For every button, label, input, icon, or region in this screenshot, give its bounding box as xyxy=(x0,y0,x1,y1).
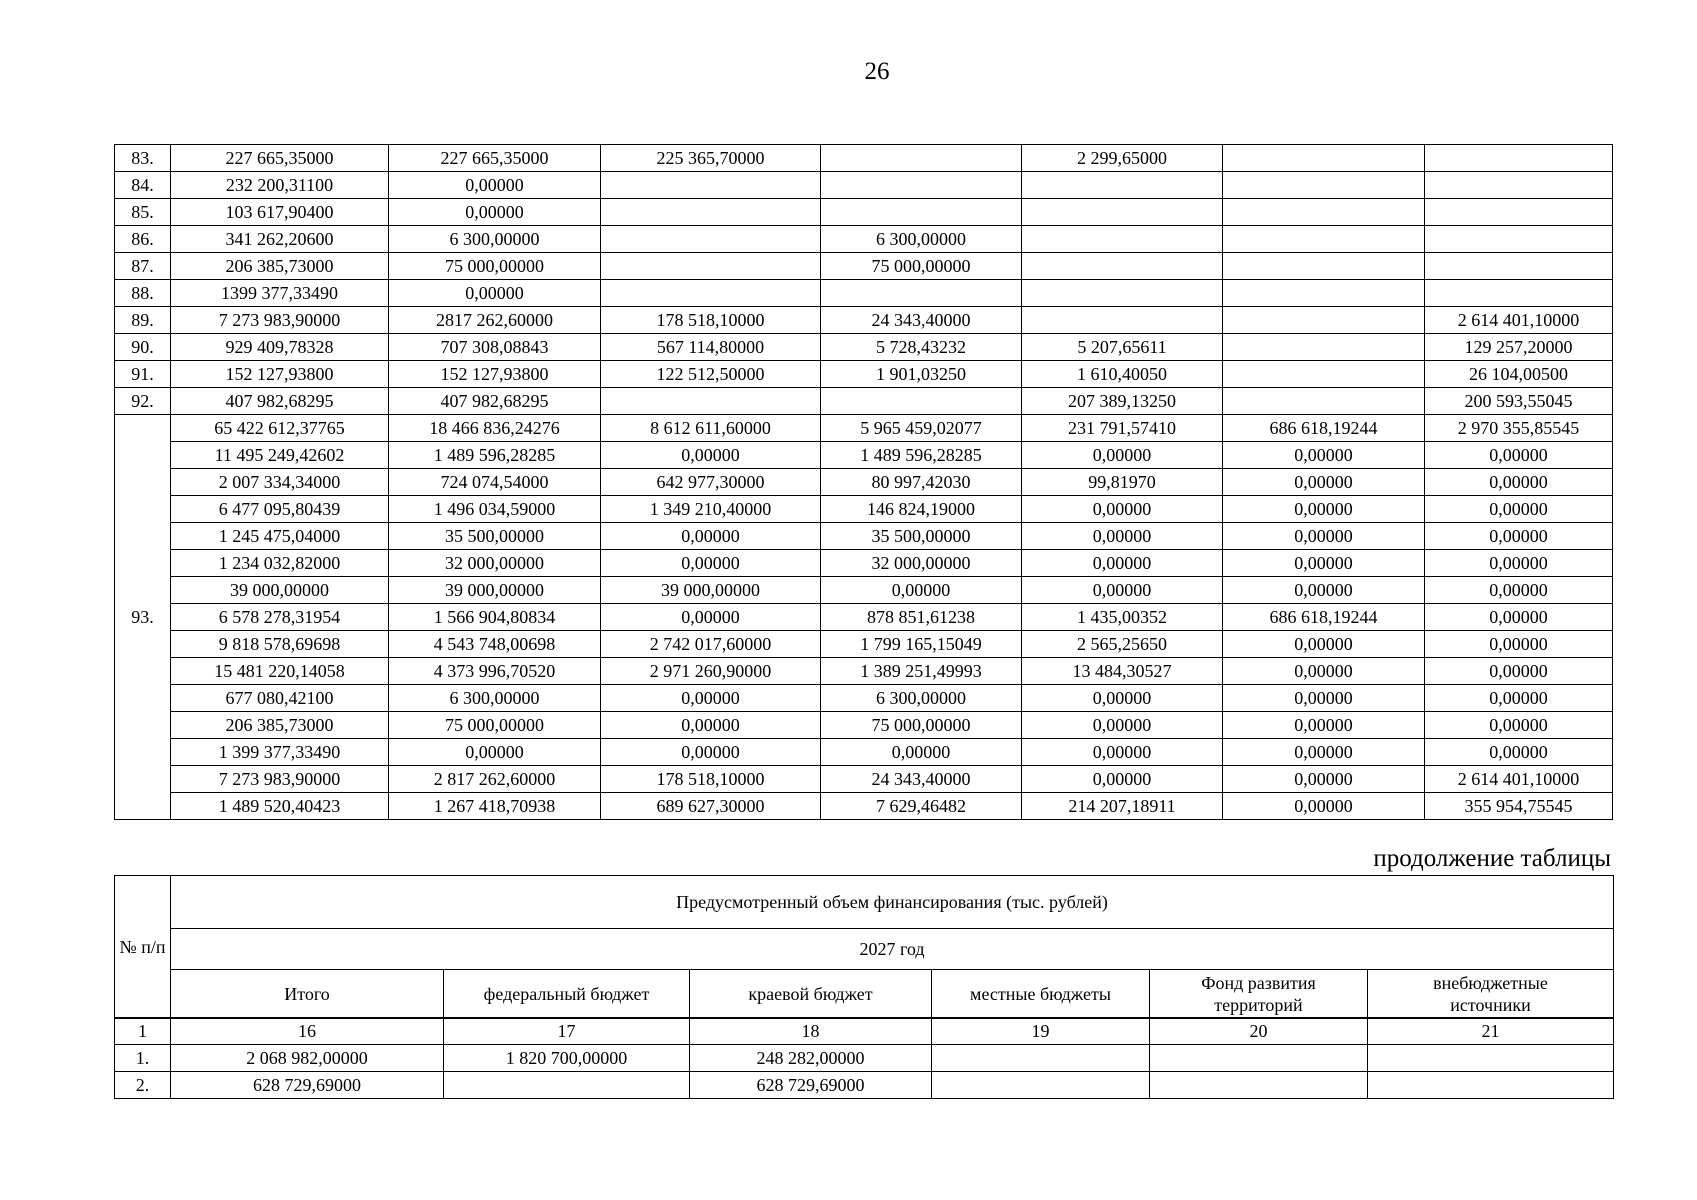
table-cell xyxy=(601,253,821,280)
table-cell: 341 262,20600 xyxy=(171,226,389,253)
table-row xyxy=(115,388,1613,415)
table-cell: 99,81970 xyxy=(1022,469,1223,496)
table-cell: 5 965 459,02077 xyxy=(821,415,1022,442)
table-cell: 628 729,69000 xyxy=(690,1072,932,1099)
table-cell: 75 000,00000 xyxy=(389,253,601,280)
table-row xyxy=(115,469,1613,496)
table-cell: 0,00000 xyxy=(1223,577,1425,604)
table-cell: 0,00000 xyxy=(1223,658,1425,685)
table-cell: 4 543 748,00698 xyxy=(389,631,601,658)
table-cell: 1 435,00352 xyxy=(1022,604,1223,631)
table-cell: 146 824,19000 xyxy=(821,496,1022,523)
table-cell: 0,00000 xyxy=(1425,496,1613,523)
table-cell xyxy=(1022,253,1223,280)
table-cell xyxy=(1223,280,1425,307)
column-header-territory-fund: Фонд развития территорий xyxy=(1150,970,1368,1019)
table-cell: 1 234 032,82000 xyxy=(171,550,389,577)
table-row xyxy=(115,766,1613,793)
table-cell: 0,00000 xyxy=(1022,442,1223,469)
table-cell xyxy=(444,1072,690,1099)
table-cell: 0,00000 xyxy=(1022,712,1223,739)
table-cell: 248 282,00000 xyxy=(690,1045,932,1072)
table-cell: 0,00000 xyxy=(821,739,1022,766)
table-cell: 2 614 401,10000 xyxy=(1425,307,1613,334)
table-cell xyxy=(1223,388,1425,415)
table-cell: 2 299,65000 xyxy=(1022,145,1223,172)
table-cell xyxy=(1223,226,1425,253)
table-cell: 677 080,42100 xyxy=(171,685,389,712)
table-cell: 35 500,00000 xyxy=(821,523,1022,550)
year-header: 2027 год xyxy=(171,929,1614,970)
table-cell: 0,00000 xyxy=(389,199,601,226)
table-cell: 227 665,35000 xyxy=(389,145,601,172)
table-cell xyxy=(932,1045,1150,1072)
table-cell: 152 127,93800 xyxy=(171,361,389,388)
table-cell: 628 729,69000 xyxy=(171,1072,444,1099)
table-cell xyxy=(601,172,821,199)
table-cell: 1 489 596,28285 xyxy=(821,442,1022,469)
table-cell: 18 466 836,24276 xyxy=(389,415,601,442)
table-cell: 15 481 220,14058 xyxy=(171,658,389,685)
column-header-regional: краевой бюджет xyxy=(690,970,932,1019)
row-number: 2. xyxy=(115,1072,171,1099)
table-cell: 1 245 475,04000 xyxy=(171,523,389,550)
financing-table-body xyxy=(114,1017,1614,1099)
table-row xyxy=(115,280,1613,307)
table-cell: 2 971 260,90000 xyxy=(601,658,821,685)
table-cell: 39 000,00000 xyxy=(601,577,821,604)
table-cell: 642 977,30000 xyxy=(601,469,821,496)
continuation-label: продолжение таблицы xyxy=(1373,845,1611,872)
table-cell: 0,00000 xyxy=(1223,793,1425,820)
table-cell xyxy=(1022,226,1223,253)
table-cell: 686 618,19244 xyxy=(1223,604,1425,631)
table-cell: 0,00000 xyxy=(1425,469,1613,496)
table-cell xyxy=(1223,361,1425,388)
table-cell: 1 489 596,28285 xyxy=(389,442,601,469)
table-cell: 1 489 520,40423 xyxy=(171,793,389,820)
table-cell: 0,00000 xyxy=(1425,604,1613,631)
table-cell: 0,00000 xyxy=(1425,631,1613,658)
table-cell: 0,00000 xyxy=(601,442,821,469)
table-cell: 75 000,00000 xyxy=(821,253,1022,280)
table-cell: 0,00000 xyxy=(1425,658,1613,685)
row-number: 92. xyxy=(115,388,171,415)
table-cell: 0,00000 xyxy=(1223,631,1425,658)
table-cell: 6 578 278,31954 xyxy=(171,604,389,631)
column-header-num: № п/п xyxy=(115,876,171,1019)
table-cell: 0,00000 xyxy=(1223,496,1425,523)
table-cell: 0,00000 xyxy=(389,172,601,199)
row-number: 85. xyxy=(115,199,171,226)
table-cell: 35 500,00000 xyxy=(389,523,601,550)
table-row xyxy=(115,712,1613,739)
table-cell xyxy=(601,226,821,253)
table-cell xyxy=(1425,253,1613,280)
table-row xyxy=(115,685,1613,712)
table-cell: 1 267 418,70938 xyxy=(389,793,601,820)
column-number: 19 xyxy=(932,1018,1150,1045)
column-number: 21 xyxy=(1368,1018,1614,1045)
table-cell xyxy=(1022,280,1223,307)
table-cell xyxy=(601,280,821,307)
table-cell: 32 000,00000 xyxy=(389,550,601,577)
column-number: 20 xyxy=(1150,1018,1368,1045)
financing-table-header xyxy=(114,875,1614,1019)
table-cell: 0,00000 xyxy=(1223,550,1425,577)
table-cell: 178 518,10000 xyxy=(601,307,821,334)
table-cell: 13 484,30527 xyxy=(1022,658,1223,685)
column-number-row xyxy=(115,1018,1614,1045)
table-cell: 0,00000 xyxy=(601,739,821,766)
table-cell: 80 997,42030 xyxy=(821,469,1022,496)
table-cell: 686 618,19244 xyxy=(1223,415,1425,442)
table-cell: 1 566 904,80834 xyxy=(389,604,601,631)
table-cell: 7 273 983,90000 xyxy=(171,307,389,334)
table-cell xyxy=(1425,199,1613,226)
table-cell xyxy=(1368,1045,1614,1072)
table-cell: 7 273 983,90000 xyxy=(171,766,389,793)
table-cell: 0,00000 xyxy=(1223,712,1425,739)
column-number: 1 xyxy=(115,1018,171,1045)
table-row xyxy=(115,1072,1614,1099)
table-row xyxy=(115,253,1613,280)
table-cell: 122 512,50000 xyxy=(601,361,821,388)
table-cell: 11 495 249,42602 xyxy=(171,442,389,469)
table-row xyxy=(115,523,1613,550)
table-row xyxy=(115,415,1613,442)
table-cell: 878 851,61238 xyxy=(821,604,1022,631)
table-cell: 1 799 165,15049 xyxy=(821,631,1022,658)
column-number: 16 xyxy=(171,1018,444,1045)
table-cell: 2 007 334,34000 xyxy=(171,469,389,496)
table-cell: 2 742 017,60000 xyxy=(601,631,821,658)
table-cell xyxy=(1425,172,1613,199)
table-cell: 24 343,40000 xyxy=(821,766,1022,793)
table-cell: 0,00000 xyxy=(1223,685,1425,712)
table-cell: 0,00000 xyxy=(1022,577,1223,604)
table-cell: 75 000,00000 xyxy=(821,712,1022,739)
table-row xyxy=(115,442,1613,469)
table-cell: 0,00000 xyxy=(389,280,601,307)
row-number: 83. xyxy=(115,145,171,172)
table-cell: 1399 377,33490 xyxy=(171,280,389,307)
table-row xyxy=(115,496,1613,523)
table-row xyxy=(115,334,1613,361)
table-row xyxy=(115,172,1613,199)
table-cell xyxy=(821,145,1022,172)
table-cell: 0,00000 xyxy=(1223,766,1425,793)
table-cell: 0,00000 xyxy=(821,577,1022,604)
table-row xyxy=(115,604,1613,631)
table-cell: 5 207,65611 xyxy=(1022,334,1223,361)
table-cell: 1 820 700,00000 xyxy=(444,1045,690,1072)
table-cell: 0,00000 xyxy=(1022,550,1223,577)
table-cell: 6 300,00000 xyxy=(821,226,1022,253)
table-cell: 206 385,73000 xyxy=(171,253,389,280)
table-cell: 6 300,00000 xyxy=(389,226,601,253)
table-cell: 178 518,10000 xyxy=(601,766,821,793)
table-cell: 0,00000 xyxy=(1223,469,1425,496)
table-cell: 0,00000 xyxy=(1223,739,1425,766)
table-cell: 214 207,18911 xyxy=(1022,793,1223,820)
table-cell: 0,00000 xyxy=(601,550,821,577)
column-number: 18 xyxy=(690,1018,932,1045)
table-cell: 355 954,75545 xyxy=(1425,793,1613,820)
table-cell: 2 068 982,00000 xyxy=(171,1045,444,1072)
table-cell xyxy=(1223,334,1425,361)
table-cell: 39 000,00000 xyxy=(389,577,601,604)
table-cell xyxy=(1022,307,1223,334)
table-cell: 407 982,68295 xyxy=(389,388,601,415)
row-number: 1. xyxy=(115,1045,171,1072)
table-cell xyxy=(1022,172,1223,199)
table-row xyxy=(115,577,1613,604)
table-cell: 103 617,90400 xyxy=(171,199,389,226)
table-cell: 0,00000 xyxy=(1022,739,1223,766)
table-cell: 0,00000 xyxy=(1425,577,1613,604)
table-cell: 0,00000 xyxy=(1425,442,1613,469)
row-number: 87. xyxy=(115,253,171,280)
table-cell: 2 565,25650 xyxy=(1022,631,1223,658)
table-cell xyxy=(601,388,821,415)
table-row xyxy=(115,361,1613,388)
table-cell: 0,00000 xyxy=(601,604,821,631)
table-cell: 39 000,00000 xyxy=(171,577,389,604)
table-cell: 0,00000 xyxy=(601,685,821,712)
table-cell: 65 422 612,37765 xyxy=(171,415,389,442)
column-number: 17 xyxy=(444,1018,690,1045)
table-cell: 0,00000 xyxy=(1223,523,1425,550)
table-cell: 231 791,57410 xyxy=(1022,415,1223,442)
table-cell: 24 343,40000 xyxy=(821,307,1022,334)
table-cell: 4 373 996,70520 xyxy=(389,658,601,685)
table-cell: 724 074,54000 xyxy=(389,469,601,496)
row-number: 89. xyxy=(115,307,171,334)
table-cell xyxy=(821,199,1022,226)
table-cell: 8 612 611,60000 xyxy=(601,415,821,442)
table-cell: 0,00000 xyxy=(1022,685,1223,712)
table-cell xyxy=(1223,253,1425,280)
table-cell: 2817 262,60000 xyxy=(389,307,601,334)
table-cell: 32 000,00000 xyxy=(821,550,1022,577)
table-cell xyxy=(932,1072,1150,1099)
table-cell: 5 728,43232 xyxy=(821,334,1022,361)
table-cell: 1 389 251,49993 xyxy=(821,658,1022,685)
table-row xyxy=(115,739,1613,766)
table-cell xyxy=(1022,199,1223,226)
table-cell: 1 610,40050 xyxy=(1022,361,1223,388)
table-cell: 9 818 578,69698 xyxy=(171,631,389,658)
table-cell: 567 114,80000 xyxy=(601,334,821,361)
table-row xyxy=(115,1045,1614,1072)
table-row xyxy=(115,199,1613,226)
table-cell: 2 970 355,85545 xyxy=(1425,415,1613,442)
table-cell: 0,00000 xyxy=(1022,496,1223,523)
table-cell: 26 104,00500 xyxy=(1425,361,1613,388)
table-cell: 206 385,73000 xyxy=(171,712,389,739)
table-cell: 689 627,30000 xyxy=(601,793,821,820)
table-cell: 1 496 034,59000 xyxy=(389,496,601,523)
table-cell: 7 629,46482 xyxy=(821,793,1022,820)
table-cell: 929 409,78328 xyxy=(171,334,389,361)
table-row xyxy=(115,145,1613,172)
table-cell xyxy=(1425,145,1613,172)
table-cell: 407 982,68295 xyxy=(171,388,389,415)
table-cell: 2 614 401,10000 xyxy=(1425,766,1613,793)
column-header-extrabudgetary: внебюджетные источники xyxy=(1368,970,1614,1019)
table-cell: 2 817 262,60000 xyxy=(389,766,601,793)
table-cell xyxy=(1425,280,1613,307)
table-cell xyxy=(821,388,1022,415)
table-row xyxy=(115,658,1613,685)
page-number: 26 xyxy=(864,58,890,85)
row-number: 93. xyxy=(115,415,171,820)
table-row xyxy=(115,631,1613,658)
table-cell: 6 300,00000 xyxy=(389,685,601,712)
table-cell: 6 300,00000 xyxy=(821,685,1022,712)
table-cell xyxy=(821,280,1022,307)
table-cell: 200 593,55045 xyxy=(1425,388,1613,415)
row-number: 91. xyxy=(115,361,171,388)
row-number: 88. xyxy=(115,280,171,307)
table-cell: 129 257,20000 xyxy=(1425,334,1613,361)
table-cell xyxy=(1425,226,1613,253)
table-cell xyxy=(1223,199,1425,226)
table-cell xyxy=(601,199,821,226)
table-cell: 0,00000 xyxy=(601,523,821,550)
table-cell: 0,00000 xyxy=(1425,523,1613,550)
table-cell: 1 349 210,40000 xyxy=(601,496,821,523)
table-cell xyxy=(1368,1072,1614,1099)
table-cell xyxy=(1223,172,1425,199)
table-cell xyxy=(821,172,1022,199)
table-cell: 225 365,70000 xyxy=(601,145,821,172)
table-row xyxy=(115,226,1613,253)
column-header-federal: федеральный бюджет xyxy=(444,970,690,1019)
table-cell: 232 200,31100 xyxy=(171,172,389,199)
table-cell: 0,00000 xyxy=(1425,550,1613,577)
column-header-local: местные бюджеты xyxy=(932,970,1150,1019)
table-cell: 227 665,35000 xyxy=(171,145,389,172)
table-row xyxy=(115,550,1613,577)
table-cell: 152 127,93800 xyxy=(389,361,601,388)
table-cell xyxy=(1150,1045,1368,1072)
table-row xyxy=(115,307,1613,334)
row-number: 86. xyxy=(115,226,171,253)
row-number: 90. xyxy=(115,334,171,361)
funding-volume-header: Предусмотренный объем финансирования (тыс. рублей) xyxy=(171,876,1614,929)
financing-table-top xyxy=(114,144,1613,820)
table-cell: 207 389,13250 xyxy=(1022,388,1223,415)
table-cell: 75 000,00000 xyxy=(389,712,601,739)
table-cell: 0,00000 xyxy=(1425,712,1613,739)
table-cell: 0,00000 xyxy=(1223,442,1425,469)
table-cell: 0,00000 xyxy=(1425,685,1613,712)
column-header-total: Итого xyxy=(171,970,444,1019)
table-cell xyxy=(1150,1072,1368,1099)
table-cell: 0,00000 xyxy=(1425,739,1613,766)
table-cell: 0,00000 xyxy=(1022,523,1223,550)
table-cell: 0,00000 xyxy=(389,739,601,766)
row-number: 84. xyxy=(115,172,171,199)
table-cell: 6 477 095,80439 xyxy=(171,496,389,523)
table-cell: 707 308,08843 xyxy=(389,334,601,361)
table-cell: 1 399 377,33490 xyxy=(171,739,389,766)
table-cell xyxy=(1223,145,1425,172)
table-row xyxy=(115,793,1613,820)
table-cell xyxy=(1223,307,1425,334)
table-cell: 0,00000 xyxy=(601,712,821,739)
table-cell: 0,00000 xyxy=(1022,766,1223,793)
table-cell: 1 901,03250 xyxy=(821,361,1022,388)
